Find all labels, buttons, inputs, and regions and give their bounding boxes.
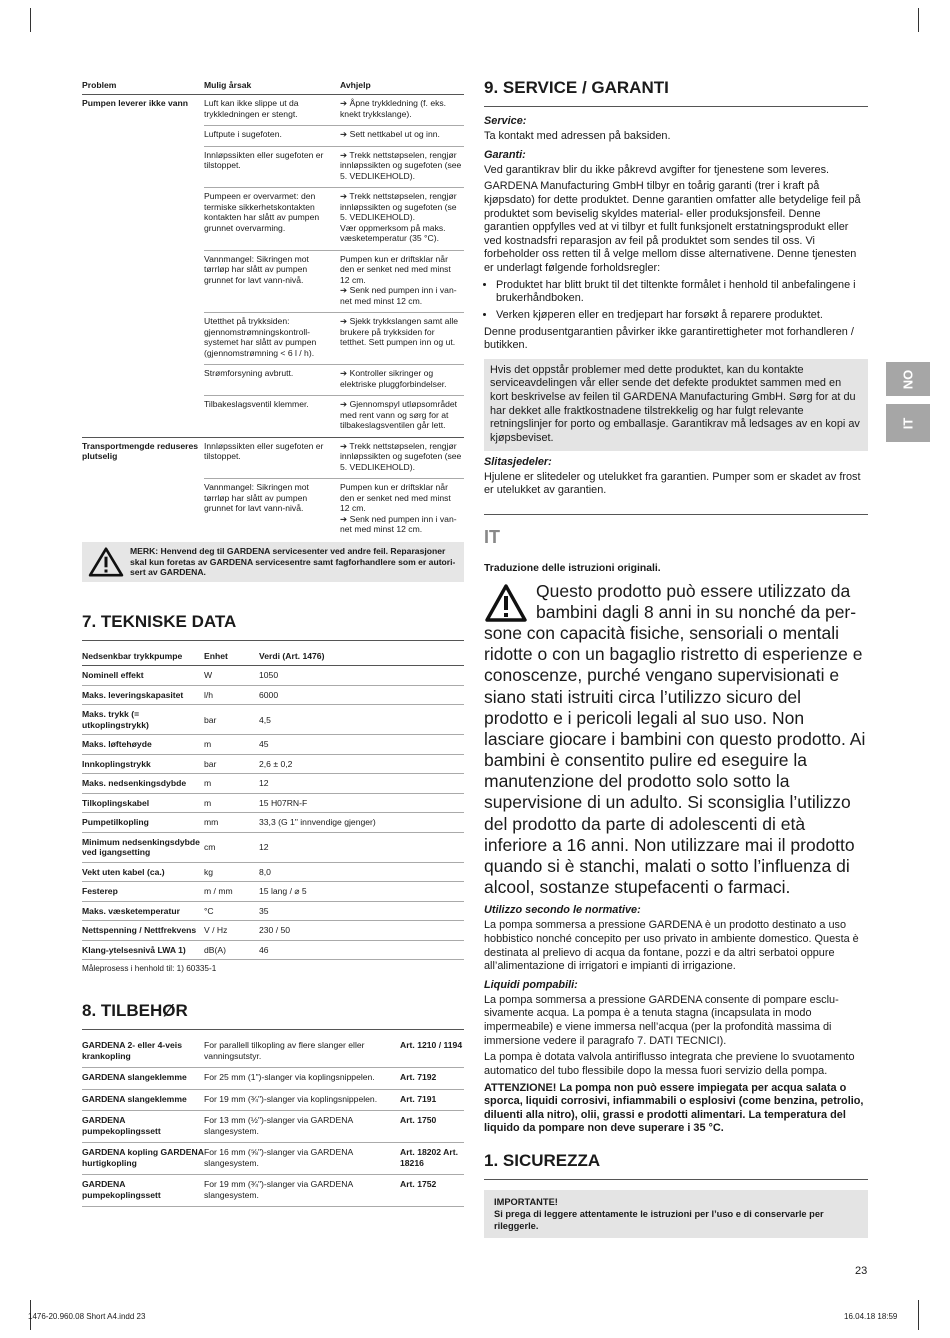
remedy-line: ➔ Trekk nettstøpselen, rengjør innløpssikten og sugefoten (see 5. VEDLIKEHOLD). — [340, 440, 462, 472]
tech-property: Nominell effekt — [82, 666, 204, 685]
problem-cell — [82, 396, 204, 437]
accessory-article: Art. 1750 — [400, 1111, 464, 1143]
table-row — [82, 396, 464, 437]
table-row — [82, 1143, 464, 1175]
problem-cell — [82, 365, 204, 396]
cause-cell: Luftpute i sugefoten. — [204, 126, 340, 146]
service-note — [82, 542, 464, 581]
tech-header-cell: Enhet — [204, 647, 259, 666]
tech-property: Vekt uten kabel (ca.) — [82, 862, 204, 881]
intended-use-label: Utilizzo secondo le normative: — [484, 904, 641, 917]
tech-unit: mm — [204, 813, 259, 832]
table-row — [82, 1175, 464, 1207]
tech-header-cell: Nedsenkbar trykkpumpe — [82, 647, 204, 666]
problem-cell — [82, 313, 204, 365]
warning-icon — [88, 547, 124, 577]
important-label: IMPORTANTE! — [494, 1197, 558, 1208]
table-row — [82, 666, 464, 685]
print-footer-file: 1476-20.960.08 Short A4.indd 23 — [28, 1312, 146, 1321]
tech-unit: l/h — [204, 685, 259, 704]
tech-value: 230 / 50 — [259, 921, 464, 940]
accessory-article: Art. 1210 / 1194 — [400, 1036, 464, 1067]
guarantee-paragraph-3: Denne produsentgarantien påvirker ikke garantirettigheter mot forhandleren / butikken. — [484, 325, 854, 352]
accessory-name: GARDENA pumpekoplingssett — [82, 1111, 204, 1143]
tech-property: Maks. trykk (= utkoplingstrykk) — [82, 705, 204, 735]
remedy-cell — [340, 250, 464, 312]
remedy-line: ➔ Sjekk trykkslangen samt alle brukere på trykksiden for tetthet. Sett pumpen inn og ut. — [340, 316, 459, 348]
accessory-article: Art. 7192 — [400, 1068, 464, 1089]
table-row — [82, 365, 464, 396]
tech-property: Maks. leveringskapasitet — [82, 685, 204, 704]
table-row — [82, 1068, 464, 1089]
tech-property: Klang-ytelsesnivå LWA 1) — [82, 940, 204, 959]
translation-note: Traduzione delle istruzioni originali. — [484, 562, 661, 574]
accessories-table — [82, 1036, 464, 1207]
cause-cell: Vannmangel: Sikringen mot tørrløp har slått av pumpen grunnet for lavt vann-nivå. — [204, 479, 340, 541]
table-row — [82, 921, 464, 940]
right-column — [484, 78, 868, 1238]
tech-property: Innkoplingstrykk — [82, 754, 204, 773]
tech-value: 35 — [259, 901, 464, 920]
accessory-description: For 19 mm (¾")-slanger via koplingsnippelen. — [204, 1089, 400, 1110]
tech-value: 2,6 ± 0,2 — [259, 754, 464, 773]
page-number: 23 — [855, 1265, 868, 1277]
safety-title: 1. SICUREZZA — [484, 1151, 868, 1180]
problem-cell: Transportmengde reduseres plutselig — [82, 437, 204, 478]
tech-data-table — [82, 647, 464, 960]
remedy-line: ➔ Sett nettkabel ut og inn. — [340, 129, 440, 140]
cause-cell: Pumpeen er overvarmet: den termiske sikkerhetskontakten kontakten har slått av pumpen grunnet overvarming. — [204, 188, 340, 250]
problem-cell — [82, 188, 204, 250]
problem-cell: Pumpen leverer ikke vann — [82, 95, 204, 126]
remedy-line: Pumpen kun er driftsklar når den er senket ned med minst 12 cm. — [340, 482, 451, 514]
remedy-cell — [340, 365, 464, 396]
remedy-line: ➔ Gjennomspyl utløpsområdet med rent vann og sørg for at tilbakeslagsventilen går lett. — [340, 399, 458, 431]
accessories-title: 8. TILBEHØR — [82, 1001, 464, 1030]
remedy-line: Pumpen kun er driftsklar når den er senket ned med minst 12 cm. — [340, 253, 451, 285]
cause-cell: Innløpssikten eller sugefoten er tilstoppet. — [204, 437, 340, 478]
header-cause: Mulig årsak — [204, 78, 340, 95]
tech-value: 12 — [259, 774, 464, 793]
table-row — [82, 313, 464, 365]
language-tab-no[interactable] — [886, 362, 930, 396]
tech-unit: W — [204, 666, 259, 685]
guarantee-paragraph-2: GARDENA Manufacturing GmbH tilbyr en toårig garanti (trer i kraft på kjøpsdato) for dette produktet. Denne garantien omfatter alle betydelige feil på produktet som beviselig skyldes material- eller produksjonsfeil. Denne garantien oppfylles ved at vi tilbyr et fullt funksjonelt erstatningsprodukt eller ved kostnadsfri reparasjon av feil på produktet som sendes til oss. Vi forbeholder oss retten til å velge mellom disse alternativene. Denne tjenesten er underlagt følgende forholdsregler: — [484, 180, 861, 274]
remedy-cell — [340, 146, 464, 187]
table-row — [82, 437, 464, 478]
guarantee-paragraph-1: Ved garantikrav blir du ikke påkrevd avgifter for tjenestene som leveres. — [484, 163, 830, 176]
remedy-line: ➔ Senk ned pumpen inn i vannet med minst 12 cm. — [340, 513, 457, 534]
tech-unit: V / Hz — [204, 921, 259, 940]
guarantee-conditions — [484, 279, 868, 323]
accessory-description: For 16 mm (⅝")-slanger via GARDENA slangesystem. — [204, 1143, 400, 1175]
tech-header-row — [82, 647, 464, 666]
tech-value: 6000 — [259, 685, 464, 704]
table-row — [82, 1036, 464, 1067]
tech-property: Nettspenning / Nettfrekvens — [82, 921, 204, 940]
tech-value: 45 — [259, 735, 464, 754]
remedy-line: ➔ Åpne trykkledning (f. eks. knekt trykkslange). — [340, 98, 447, 119]
problem-cell — [82, 146, 204, 187]
remedy-cell — [340, 313, 464, 365]
problem-cell — [82, 479, 204, 541]
table-row — [82, 95, 464, 126]
tech-unit: dB(A) — [204, 940, 259, 959]
crop-mark — [918, 1300, 919, 1330]
accessory-description: For 25 mm (1")-slanger via koplingsnippelen. — [204, 1068, 400, 1089]
tech-value: 8,0 — [259, 862, 464, 881]
service-text: Ta kontakt med adressen på baksiden. — [484, 130, 671, 142]
warning-icon — [484, 583, 528, 623]
tech-value: 15 H07RN-F — [259, 793, 464, 812]
remedy-cell — [340, 126, 464, 146]
cause-cell: Tilbakeslagsventil klemmer. — [204, 396, 340, 437]
remedy-line: ➔ Kontroller sikringer og elektriske pluggforbindelser. — [340, 368, 447, 389]
pumpable-liquids-text-1: La pompa sommersa a pressione GARDENA consente di pompare esclusivamente acqua. La pompa è a tenuta stagna (incapsulata in modo impermeabile) e viene immersa nell’acqua (per la profondità massima di immersione vedere il paragrafo 7. DATI TECNICI). — [484, 993, 839, 1047]
guarantee-label: Garanti: — [484, 148, 526, 161]
tech-unit: m — [204, 774, 259, 793]
pumpable-liquids-text-2: La pompa è dotata valvola antiriflusso integrata che previene lo svuotamento automatico del tubo flessibile dopo la messa fuori servizio della pompa. — [484, 1051, 855, 1077]
language-tab-label: NO — [900, 369, 916, 389]
table-row — [82, 901, 464, 920]
wear-parts-label: Slitasjedeler: — [484, 455, 552, 468]
tech-value: 46 — [259, 940, 464, 959]
service-title: 9. SERVICE / GARANTI — [484, 78, 868, 107]
remedy-cell — [340, 188, 464, 250]
left-column — [82, 78, 464, 1207]
tech-property: Minimum nedsenkingsdybde ved igangsetting — [82, 832, 204, 862]
table-row — [82, 940, 464, 959]
guarantee-condition: • Produktet har blitt brukt til det tiltenkte formålet i henhold til anbefalingene i brukerhåndboken. — [496, 279, 868, 306]
header-remedy: Avhjelp — [340, 78, 464, 95]
tech-header-cell: Verdi (Art. 1476) — [259, 647, 464, 666]
tech-unit: kg — [204, 862, 259, 881]
accessory-description: For 19 mm (¾")-slanger via GARDENA slangesystem. — [204, 1175, 400, 1207]
remedy-cell — [340, 396, 464, 437]
service-info-box: Hvis det oppstår problemer med dette produktet, kan du kontakte serviceavdelingen vår eller sende det defekte produktet sammen med en kort beskrivelse av feilen til GARDENA Manufacturing GmbH. Sørg for at du har dekket alle fraktkostnadene tilstrekkelig og har fulgt relevante retningslinjer for porto og emballasje. Garantikrav må ledsages av en kopi av kjøpsbeviset. — [484, 359, 868, 451]
cause-cell: Strømforsyning avbrutt. — [204, 365, 340, 396]
child-safety-text: Questo prodotto può essere utilizzato da bambini dagli 8 anni in su nonché da persone con capacità fisiche, sensoriali o mentali ridotte o con un bagaglio ristretto di esperienze e conoscenze, purché vengano supervisionati e siano stati istruiti circa l’utilizzo sicuro del prodotto e i pericoli legali al suo uso. Non lasciare giocare i bambini con questo prodotto. Ai bambini è consentito pulire ed eseguire la manutenzione del prodotto solo sotto la supervisione di un adulto. Si sconsiglia l’utilizzo del prodotto da parte di adolescenti di età inferiore a 16 anni. Non utilizzare mai il prodotto quando si è stanchi, malati o sotto l’influenza di alcool, sostanze stupefacenti o farmaci. — [484, 580, 866, 898]
tech-unit: m — [204, 735, 259, 754]
cause-cell: Utetthet på trykksiden: gjennomstrømningskontrollsystemet har slått av pumpen (gjennomstrømning < 6 l / h). — [204, 313, 340, 365]
wear-parts-text: Hjulene er slitedeler og utelukket fra garantien. Pumper som er skadet av frost er utelukket av garantien. — [484, 470, 861, 497]
troubleshooting-table — [82, 78, 464, 540]
service-note-text: MERK: Henvend deg til GARDENA servicesenter ved andre feil. Reparasjoner skal kun foretas av GARDENA servicesentre samt fagforhandlere som er autorisert av GARDENA. — [130, 546, 456, 578]
remedy-line: ➔ Trekk nettstøpselen, rengjør innløpssikten og sugefoten (se 5. VEDLIKEHOLD). — [340, 191, 457, 223]
accessory-name: GARDENA slangeklemme — [82, 1068, 204, 1089]
tech-data-title: 7. TEKNISKE DATA — [82, 612, 464, 641]
cause-cell: Luft kan ikke slippe ut da trykkledningen er stengt. — [204, 95, 340, 126]
accessory-name: GARDENA slangeklemme — [82, 1089, 204, 1110]
accessory-article: Art. 1752 — [400, 1175, 464, 1207]
tech-unit: bar — [204, 705, 259, 735]
table-row — [82, 882, 464, 901]
tech-property: Maks. nedsenkingsdybde — [82, 774, 204, 793]
tech-property: Pumpetilkopling — [82, 813, 204, 832]
remedy-cell — [340, 479, 464, 541]
it-language-heading: IT — [484, 514, 868, 548]
accessory-article: Art. 18202 Art. 18216 — [400, 1143, 464, 1175]
tech-property: Maks. løftehøyde — [82, 735, 204, 754]
table-row — [82, 1111, 464, 1143]
remedy-line: ➔ Senk ned pumpen inn i vannet med minst 12 cm. — [340, 285, 457, 306]
remedy-cell — [340, 437, 464, 478]
intended-use-text: La pompa sommersa a pressione GARDENA è un prodotto destinato a uso hobbistico nonché concepito per uso privato in ambiente domestico. Questa è destinata al prelievo di acqua da fontane, pozzi e da altri serbatoi oppure all’alimentazione di irrigatori e impianti di irrigazione. — [484, 919, 859, 973]
troubleshooting-body — [82, 95, 464, 540]
remedy-line: ➔ Trekk nettstøpselen, rengjør innløpssikten og sugefoten (see 5. VEDLIKEHOLD). — [340, 149, 462, 181]
tech-value: 12 — [259, 832, 464, 862]
table-row — [82, 479, 464, 541]
table-row — [82, 685, 464, 704]
table-row — [82, 793, 464, 812]
attention-text: ATTENZIONE! La pompa non può essere impiegata per acqua salata o sporca, liquidi corrosivi, infiammabili o esplosivi (come benzina, petrolio, diluenti alla nitro), olii, grassi e prodotti alimentari. La temperatura del liquido da pompare non deve superare i 35 °C. — [484, 1081, 864, 1135]
table-row — [82, 126, 464, 146]
accessory-article: Art. 7191 — [400, 1089, 464, 1110]
table-row — [82, 754, 464, 773]
header-problem: Problem — [82, 78, 204, 95]
guarantee-condition: • Verken kjøperen eller en tredjepart har forsøkt å reparere produktet. — [496, 309, 868, 323]
tech-property: Tilkoplingskabel — [82, 793, 204, 812]
table-row — [82, 250, 464, 312]
child-safety-warning — [484, 581, 868, 899]
tech-footnote: Måleprosess i henhold til: 1) 60335-1 — [82, 964, 217, 974]
remedy-line: Vær oppmerksom på maks. væsketemperatur (35 °C). — [340, 222, 446, 244]
remedy-cell — [340, 95, 464, 126]
cause-cell: Vannmangel: Sikringen mot tørrløp har slått av pumpen grunnet for lavt vann-nivå. — [204, 250, 340, 312]
tech-unit: m — [204, 793, 259, 812]
accessory-name: GARDENA 2- eller 4-veis krankopling — [82, 1036, 204, 1067]
accessory-description: For parallell tilkopling av flere slanger eller vanningsutstyr. — [204, 1036, 400, 1067]
pumpable-liquids-label: Liquidi pompabili: — [484, 978, 578, 991]
tech-value: 33,3 (G 1" innvendige gjenger) — [259, 813, 464, 832]
tech-unit: cm — [204, 832, 259, 862]
table-row — [82, 705, 464, 735]
table-row — [82, 735, 464, 754]
important-box — [484, 1190, 868, 1238]
language-tab-it[interactable] — [886, 404, 930, 442]
tech-value: 4,5 — [259, 705, 464, 735]
problem-cell — [82, 250, 204, 312]
crop-mark — [918, 8, 919, 32]
service-label: Service: — [484, 115, 527, 127]
accessory-description: For 13 mm (½")-slanger via GARDENA slangesystem. — [204, 1111, 400, 1143]
accessory-name: GARDENA pumpekoplingssett — [82, 1175, 204, 1207]
tech-property: Maks. væsketemperatur — [82, 901, 204, 920]
important-text: Si prega di leggere attentamente le istruzioni per l’uso e di conservarle per rileggerle. — [494, 1209, 824, 1232]
table-row — [82, 1089, 464, 1110]
table-row — [82, 146, 464, 187]
tech-unit: °C — [204, 901, 259, 920]
tech-property: Festerep — [82, 882, 204, 901]
table-row — [82, 862, 464, 881]
tech-unit: m / mm — [204, 882, 259, 901]
table-row — [82, 188, 464, 250]
cause-cell: Innløpssikten eller sugefoten er tilstoppet. — [204, 146, 340, 187]
problem-cell — [82, 126, 204, 146]
accessory-name: GARDENA kopling GARDENA hurtigkopling — [82, 1143, 204, 1175]
table-row — [82, 813, 464, 832]
print-footer-date: 16.04.18 18:59 — [844, 1312, 898, 1321]
table-row — [82, 832, 464, 862]
language-tab-label: IT — [900, 417, 916, 429]
tech-unit: bar — [204, 754, 259, 773]
crop-mark — [30, 8, 31, 32]
tech-value: 1050 — [259, 666, 464, 685]
tech-value: 15 lang / ⌀ 5 — [259, 882, 464, 901]
table-row — [82, 774, 464, 793]
